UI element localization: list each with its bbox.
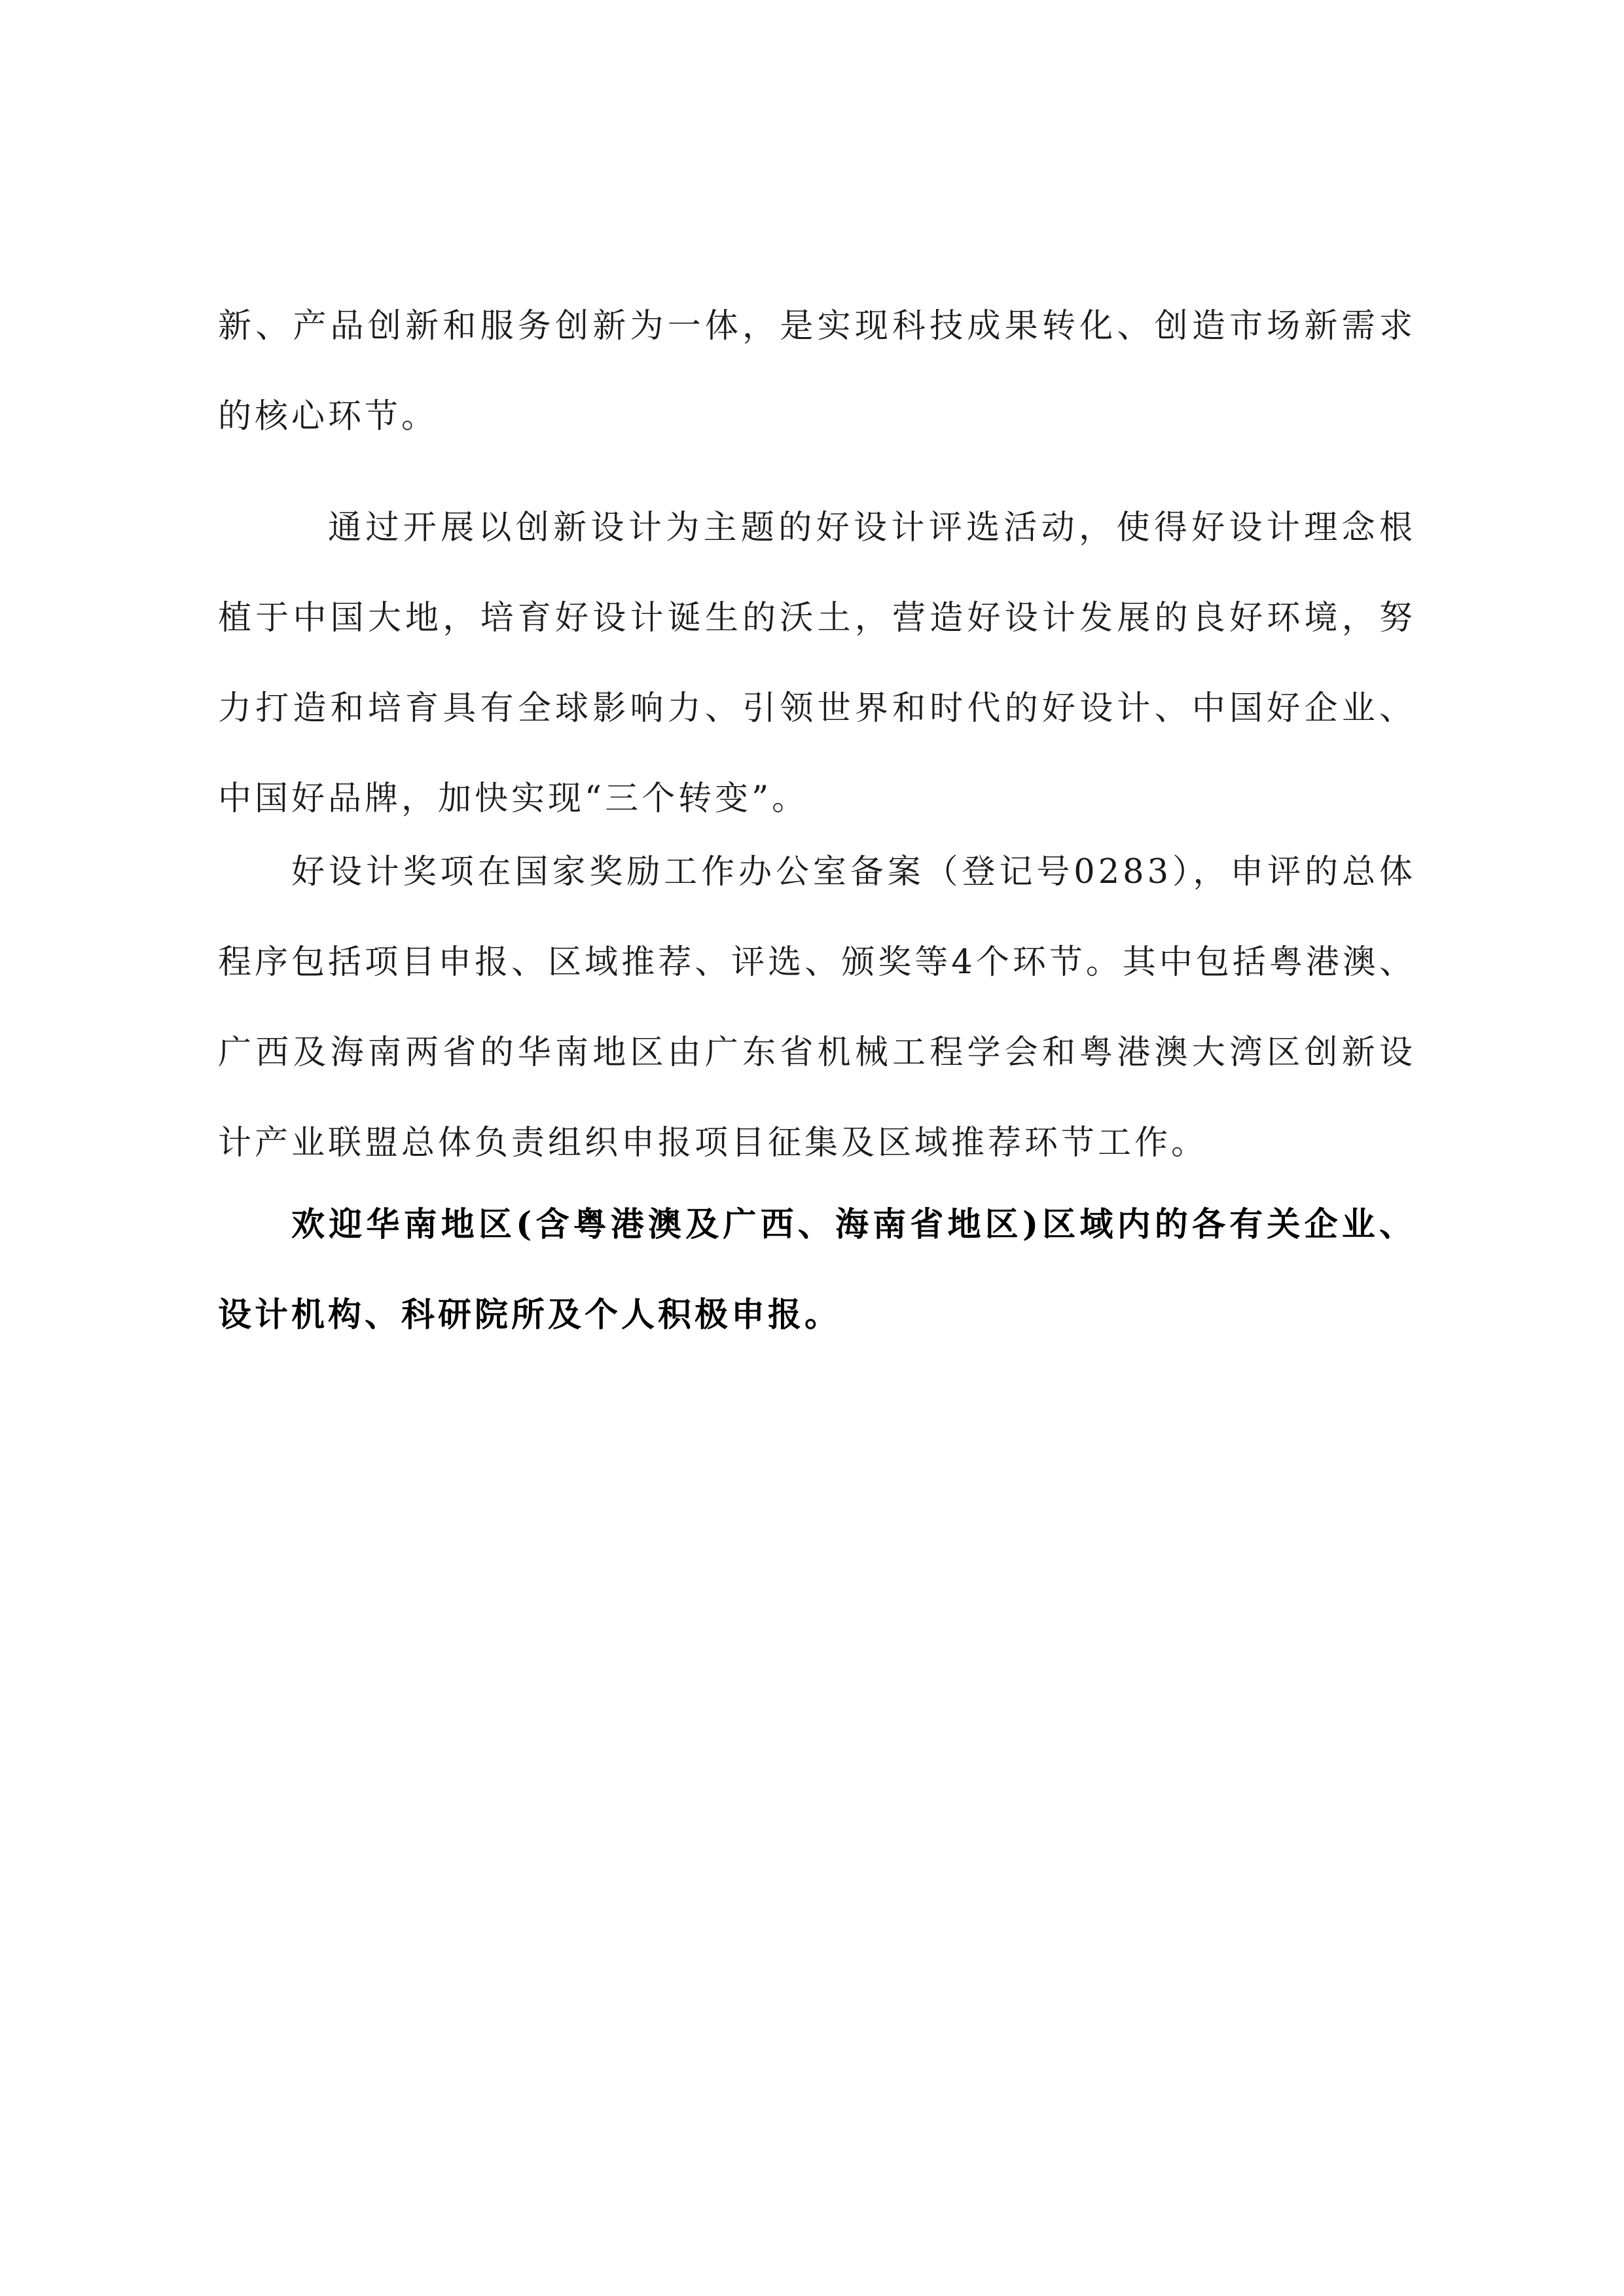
paragraph-award-procedure xyxy=(218,827,1416,1189)
paragraph-text: 通过开展以创新设计为主题的好设计评选活动，使得好设计理念根植于中国大地，培育好设计诞生的沃土，营造好设计发展的良好环境，努力打造和培育具有全球影响力、引领世界和时代的好设计、中国好企业、中国好品牌，加快实现“三个转变”。 xyxy=(218,509,1416,818)
paragraph-text: 新、产品创新和服务创新为一体，是实现科技成果转化、创造市场新需求的核心环节。 xyxy=(218,307,1416,436)
paragraph-good-design-activity xyxy=(218,483,1416,844)
paragraph-continuation xyxy=(218,281,1416,462)
paragraph-text: 欢迎华南地区(含粤港澳及广西、海南省地区)区域内的各有关企业、设计机构、科研院所及个人积极申报。 xyxy=(218,1205,1416,1335)
paragraph-text: 好设计奖项在国家奖励工作办公室备案（登记号0283），申评的总体程序包括项目申报、区域推荐、评选、颁奖等4个环节。其中包括粤港澳、广西及海南两省的华南地区由广东省机械工程学会和粤港澳大湾区创新设计产业联盟总体负责组织申报项目征集及区域推荐环节工作。 xyxy=(218,853,1416,1162)
paragraph-welcome-application xyxy=(218,1179,1416,1360)
